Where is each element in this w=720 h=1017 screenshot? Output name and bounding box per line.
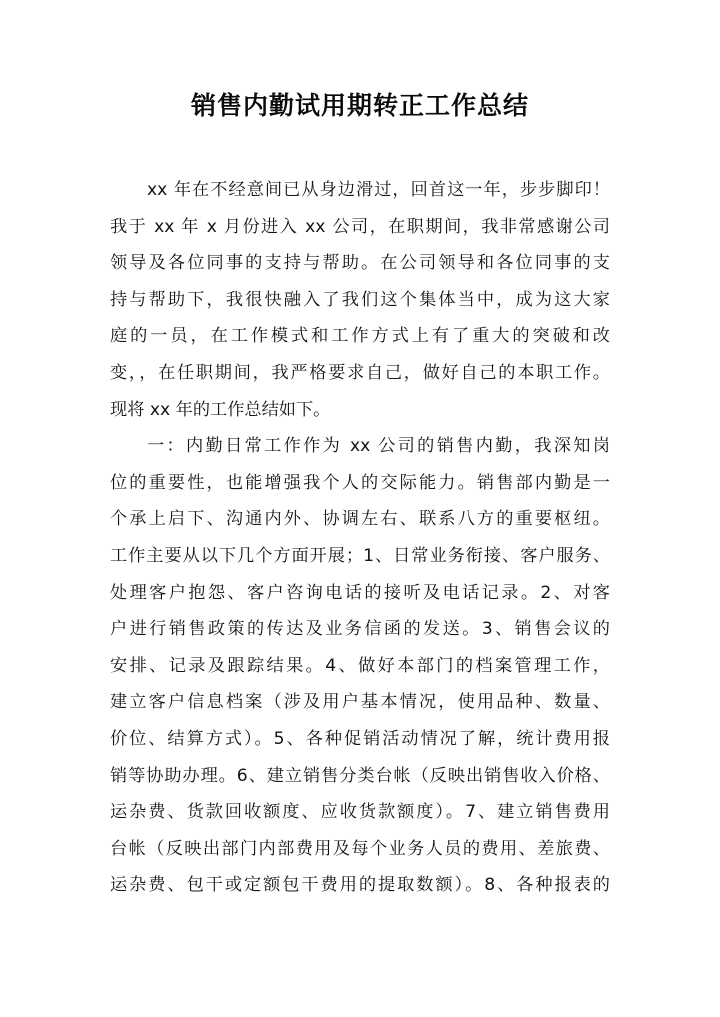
text-line: 个承上启下、沟通内外、协调左右、联系八方的重要枢纽。: [110, 509, 610, 530]
paragraph-intro: [110, 172, 610, 428]
text-line: 处理客户抱怨、客户咨询电话的接听及电话记录。2、对客: [110, 582, 610, 603]
document-title: 销售内勤试用期转正工作总结: [190, 91, 529, 120]
text-line: 建立客户信息档案（涉及用户基本情况，使用品种、数量、: [110, 692, 610, 713]
text-line: 一：内勤日常工作作为 xx 公司的销售内勤，我深知岗: [147, 436, 610, 457]
paragraph-section-one: [110, 428, 610, 904]
text-line: 庭的一员，在工作模式和工作方式上有了重大的突破和改: [110, 326, 610, 347]
text-line: 户进行销售政策的传达及业务信函的发送。3、销售会议的: [110, 619, 610, 640]
text-line: 领导及各位同事的支持与帮助。在公司领导和各位同事的支: [110, 253, 610, 274]
text-line: 价位、结算方式）。5、各种促销活动情况了解，统计费用报: [110, 728, 610, 749]
text-line: 安排、记录及跟踪结果。4、做好本部门的档案管理工作，: [110, 655, 610, 676]
text-line: 我于 xx 年 x 月份进入 xx 公司，在职期间，我非常感谢公司: [110, 216, 610, 237]
text-line: 变，，在任职期间，我严格要求自己，做好自己的本职工作。: [110, 362, 610, 383]
text-line: 台帐（反映出部门内部费用及每个业务人员的费用、差旅费、: [110, 838, 610, 859]
text-line: 运杂费、货款回收额度、应收货款额度）。7、建立销售费用: [110, 802, 610, 823]
text-line: xx 年在不经意间已从身边滑过，回首这一年，步步脚印！: [147, 180, 610, 200]
text-line: 现将 xx 年的工作总结如下。: [110, 399, 331, 420]
document-body: [110, 172, 610, 904]
text-line: 运杂费、包干或定额包干费用的提取数额）。8、各种报表的: [110, 875, 610, 896]
text-line: 销等协助办理。6、建立销售分类台帐（反映出销售收入价格、: [110, 765, 610, 786]
text-line: 持与帮助下，我很快融入了我们这个集体当中，成为这大家: [110, 289, 610, 310]
text-line: 位的重要性，也能增强我个人的交际能力。销售部内勤是一: [110, 472, 610, 493]
text-line: 工作主要从以下几个方面开展；1、日常业务衔接、客户服务、: [110, 545, 610, 566]
